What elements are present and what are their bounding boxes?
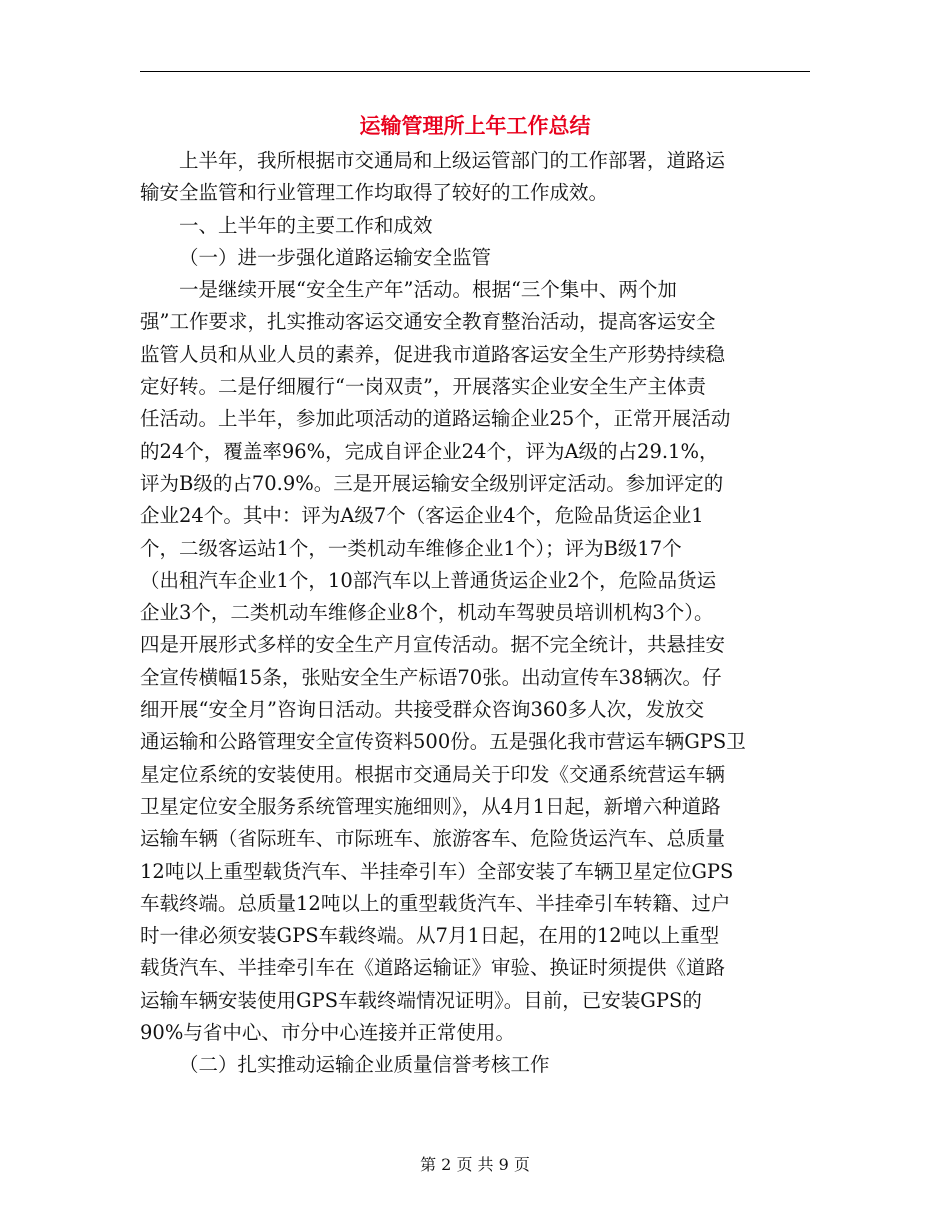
text-line: 12吨以上重型载货汽车、半挂牵引车）全部安装了车辆卫星定位GPS [140, 859, 734, 883]
text-line: 运输车辆（省际班车、市际班车、旅游客车、危险货运汽车、总质量 [140, 827, 726, 851]
text-line: 定好转。二是仔细履行“一岗双责”，开展落实企业安全生产主体责 [140, 375, 706, 399]
text-line: 90%与省中心、市分中心连接并正常使用。 [140, 1021, 515, 1045]
document-body [140, 145, 812, 1082]
text-line: 监管人员和从业人员的素养，促进我市道路客运安全生产形势持续稳 [140, 342, 726, 366]
text-line: 个，二级客运站1个，一类机动车维修企业1个）；评为B级17个 [140, 536, 682, 560]
page-footer: 第 2 页 共 9 页 [420, 1155, 530, 1174]
text-line: （一）进一步强化道路运输安全监管 [179, 245, 492, 269]
text-line: 载货汽车、半挂牵引车在《道路运输证》审验、换证时须提供《道路 [140, 956, 726, 980]
text-line: 一是继续开展“安全生产年”活动。根据“三个集中、两个加 [179, 278, 677, 302]
text-line: 上半年，我所根据市交通局和上级运管部门的工作部署，道路运 [179, 149, 726, 172]
text-line: （二）扎实推动运输企业质量信誉考核工作 [179, 1053, 550, 1077]
text-line: 一、上半年的主要工作和成效 [179, 213, 433, 237]
text-line: 车载终端。总质量12吨以上的重型载货汽车、半挂牵引车转籍、过户 [140, 891, 731, 915]
text-line: 细开展“安全月”咨询日活动。共接受群众咨询360多人次，发放交 [140, 698, 705, 722]
text-line: 卫星定位安全服务系统管理实施细则》，从4月1日起，新增六种道路 [140, 794, 721, 818]
header-rule [140, 71, 810, 72]
text-line: 强”工作要求，扎实推动客运交通安全教育整治活动，提高客运安全 [140, 310, 716, 334]
text-line: （出租汽车企业1个，10部汽车以上普通货运企业2个，危险品货运 [140, 568, 717, 592]
text-line: 全宣传横幅15条，张贴安全生产标语70张。出动宣传车38辆次。仔 [140, 665, 722, 689]
text-line: 四是开展形式多样的安全生产月宣传活动。据不完全统计，共悬挂安 [140, 633, 726, 657]
text-line: 的24个，覆盖率96%，完成自评企业24个，评为A级的占29.1%， [140, 439, 719, 463]
text-line: 评为B级的占70.9%。三是开展运输安全级别评定活动。参加评定的 [140, 471, 724, 495]
text-line: 任活动。上半年，参加此项活动的道路运输企业25个，正常开展活动 [140, 407, 731, 431]
text-line: 运输车辆安装使用GPS车载终端情况证明》。目前，已安装GPS的 [140, 988, 702, 1012]
text-line: 企业24个。其中：评为A级7个（客运企业4个，危险品货运企业1 [140, 504, 704, 528]
text-line: 企业3个，二类机动车维修企业8个，机动车驾驶员培训机构3个）。 [140, 601, 714, 625]
text-line: 通运输和公路管理安全宣传资料500份。五是强化我市营运车辆GPS卫 [140, 730, 746, 754]
text-line: 时一律必须安装GPS车载终端。从7月1日起，在用的12吨以上重型 [140, 924, 720, 948]
text-line: 输安全监管和行业管理工作均取得了较好的工作成效。 [140, 181, 609, 205]
text-line: 星定位系统的安装使用。根据市交通局关于印发《交通系统营运车辆 [140, 762, 726, 786]
document-title: 运输管理所上年工作总结 [359, 113, 591, 138]
